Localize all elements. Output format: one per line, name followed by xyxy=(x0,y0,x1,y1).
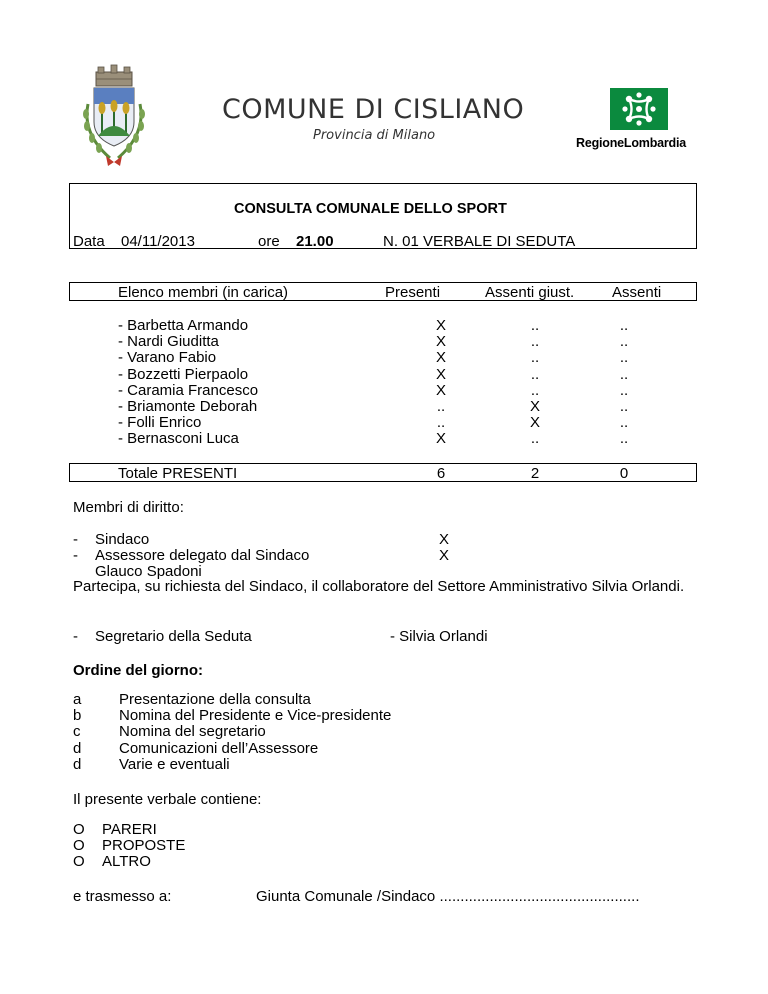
assenti-cell: .. xyxy=(619,381,629,399)
table-row-name: - Bernasconi Luca xyxy=(118,430,239,448)
coat-of-arms-icon xyxy=(76,64,152,168)
assenti-cell: .. xyxy=(619,414,629,432)
members-assenti-column xyxy=(609,318,639,448)
agenda-letters xyxy=(73,692,81,773)
table-row-name: - Bozzetti Pierpaolo xyxy=(118,365,249,383)
table-row-name: - Nardi Giuditta xyxy=(118,333,219,351)
totals-assenti-giust: 2 xyxy=(530,465,540,482)
presenti-cell: X xyxy=(435,317,446,334)
agenda-item-letter: c xyxy=(73,723,81,741)
participation-note: Partecipa, su richiesta del Sindaco, il collaboratore del Settore Amministrativo Silvia Orlandi. xyxy=(73,578,685,595)
contents-markers xyxy=(73,822,85,871)
assenti-cell: .. xyxy=(619,430,629,448)
time-value: 21.00 xyxy=(296,233,334,250)
contents-texts xyxy=(102,822,185,871)
totals-label: Totale PRESENTI xyxy=(118,465,238,482)
ex-officio-mark: X xyxy=(439,531,450,548)
agenda-item-text: Nomina del Presidente e Vice-presidente xyxy=(119,707,392,725)
agenda-item-letter: d xyxy=(73,755,82,773)
assessore-name: Glauco Spadoni xyxy=(95,563,202,580)
agenda-item-letter: d xyxy=(73,739,82,757)
transmission-value: Giunta Comunale /Sindaco ................................................ xyxy=(256,888,640,905)
page-subtitle: Provincia di Milano xyxy=(313,128,436,143)
assenti-cell: .. xyxy=(619,333,629,351)
ex-officio-heading: Membri di diritto: xyxy=(73,499,184,516)
rosa-camuna-icon xyxy=(610,88,668,130)
secretary-label: Segretario della Seduta xyxy=(95,628,252,645)
assenti-cell: .. xyxy=(619,349,629,367)
members-name-column xyxy=(118,318,258,448)
region-logo xyxy=(574,88,702,154)
totals-assenti: 0 xyxy=(619,465,629,482)
ex-officio-dash: - xyxy=(73,531,78,548)
date-label: Data xyxy=(73,233,105,250)
region-logo-mark xyxy=(610,88,668,130)
agenda-item-text: Varie e eventuali xyxy=(119,755,230,773)
assenti-giust-cell: .. xyxy=(530,349,540,367)
assenti-giust-cell: .. xyxy=(530,333,540,351)
column-header-assenti-giust: Assenti giust. xyxy=(485,284,575,301)
table-row-name: - Briamonte Deborah xyxy=(118,397,258,415)
municipal-crest xyxy=(76,64,152,168)
presenti-cell: X xyxy=(435,333,446,351)
contents-option-marker: O xyxy=(73,821,85,838)
table-row-name: - Folli Enrico xyxy=(118,414,202,432)
meeting-heading: CONSULTA COMUNALE DELLO SPORT xyxy=(234,201,507,217)
assenti-cell: .. xyxy=(619,397,629,415)
date-value: 04/11/2013 xyxy=(121,233,195,250)
assenti-giust-cell: .. xyxy=(530,381,540,399)
presenti-cell: X xyxy=(435,430,446,448)
agenda-item-letter: a xyxy=(73,691,82,708)
presenti-cell: .. xyxy=(436,397,446,415)
assenti-giust-cell: X xyxy=(529,397,540,415)
secretary-dash: - xyxy=(73,628,78,645)
contents-option-marker: O xyxy=(73,853,85,871)
assenti-giust-cell: .. xyxy=(530,317,540,334)
ex-officio-dash: - xyxy=(73,547,78,564)
assenti-giust-cell: X xyxy=(529,414,540,432)
session-number: N. 01 VERBALE DI SEDUTA xyxy=(383,233,576,250)
agenda-item-letter: b xyxy=(73,707,82,725)
agenda-item-text: Comunicazioni dell’Assessore xyxy=(119,739,319,757)
members-presenti-column xyxy=(426,318,456,448)
contents-heading: Il presente verbale contiene: xyxy=(73,791,262,808)
agenda-texts xyxy=(119,692,391,773)
assenti-giust-cell: .. xyxy=(530,430,540,448)
assenti-cell: .. xyxy=(619,365,629,383)
page-title: COMUNE DI CISLIANO xyxy=(222,94,525,125)
table-row-name: - Barbetta Armando xyxy=(118,317,249,334)
presenti-cell: .. xyxy=(436,414,446,432)
secretary-value: - Silvia Orlandi xyxy=(390,628,488,645)
table-row-name: - Varano Fabio xyxy=(118,349,217,367)
column-header-presenti: Presenti xyxy=(385,284,441,301)
ex-officio-role: Assessore delegato dal Sindaco xyxy=(95,547,310,564)
presenti-cell: X xyxy=(435,381,446,399)
presenti-cell: X xyxy=(435,365,446,383)
time-label: ore xyxy=(258,233,280,250)
assenti-giust-cell: .. xyxy=(530,365,540,383)
members-assenti-giust-column xyxy=(520,318,550,448)
transmission-label: e trasmesso a: xyxy=(73,888,172,905)
agenda-item-text: Nomina del segretario xyxy=(119,723,266,741)
ex-officio-role: Sindaco xyxy=(95,531,150,548)
column-header-members: Elenco membri (in carica) xyxy=(118,284,289,301)
agenda-item-text: Presentazione della consulta xyxy=(119,691,311,708)
totals-presenti: 6 xyxy=(436,465,446,482)
region-logo-text: RegioneLombardia xyxy=(576,136,687,150)
contents-option-text: PARERI xyxy=(102,821,157,838)
agenda-heading: Ordine del giorno: xyxy=(73,662,203,679)
ex-officio-mark: X xyxy=(439,547,450,564)
table-row-name: - Caramia Francesco xyxy=(118,381,259,399)
presenti-cell: X xyxy=(435,349,446,367)
column-header-assenti: Assenti xyxy=(612,284,662,301)
contents-option-text: PROPOSTE xyxy=(102,837,186,855)
contents-option-text: ALTRO xyxy=(102,853,151,871)
contents-option-marker: O xyxy=(73,837,85,855)
assenti-cell: .. xyxy=(619,317,629,334)
